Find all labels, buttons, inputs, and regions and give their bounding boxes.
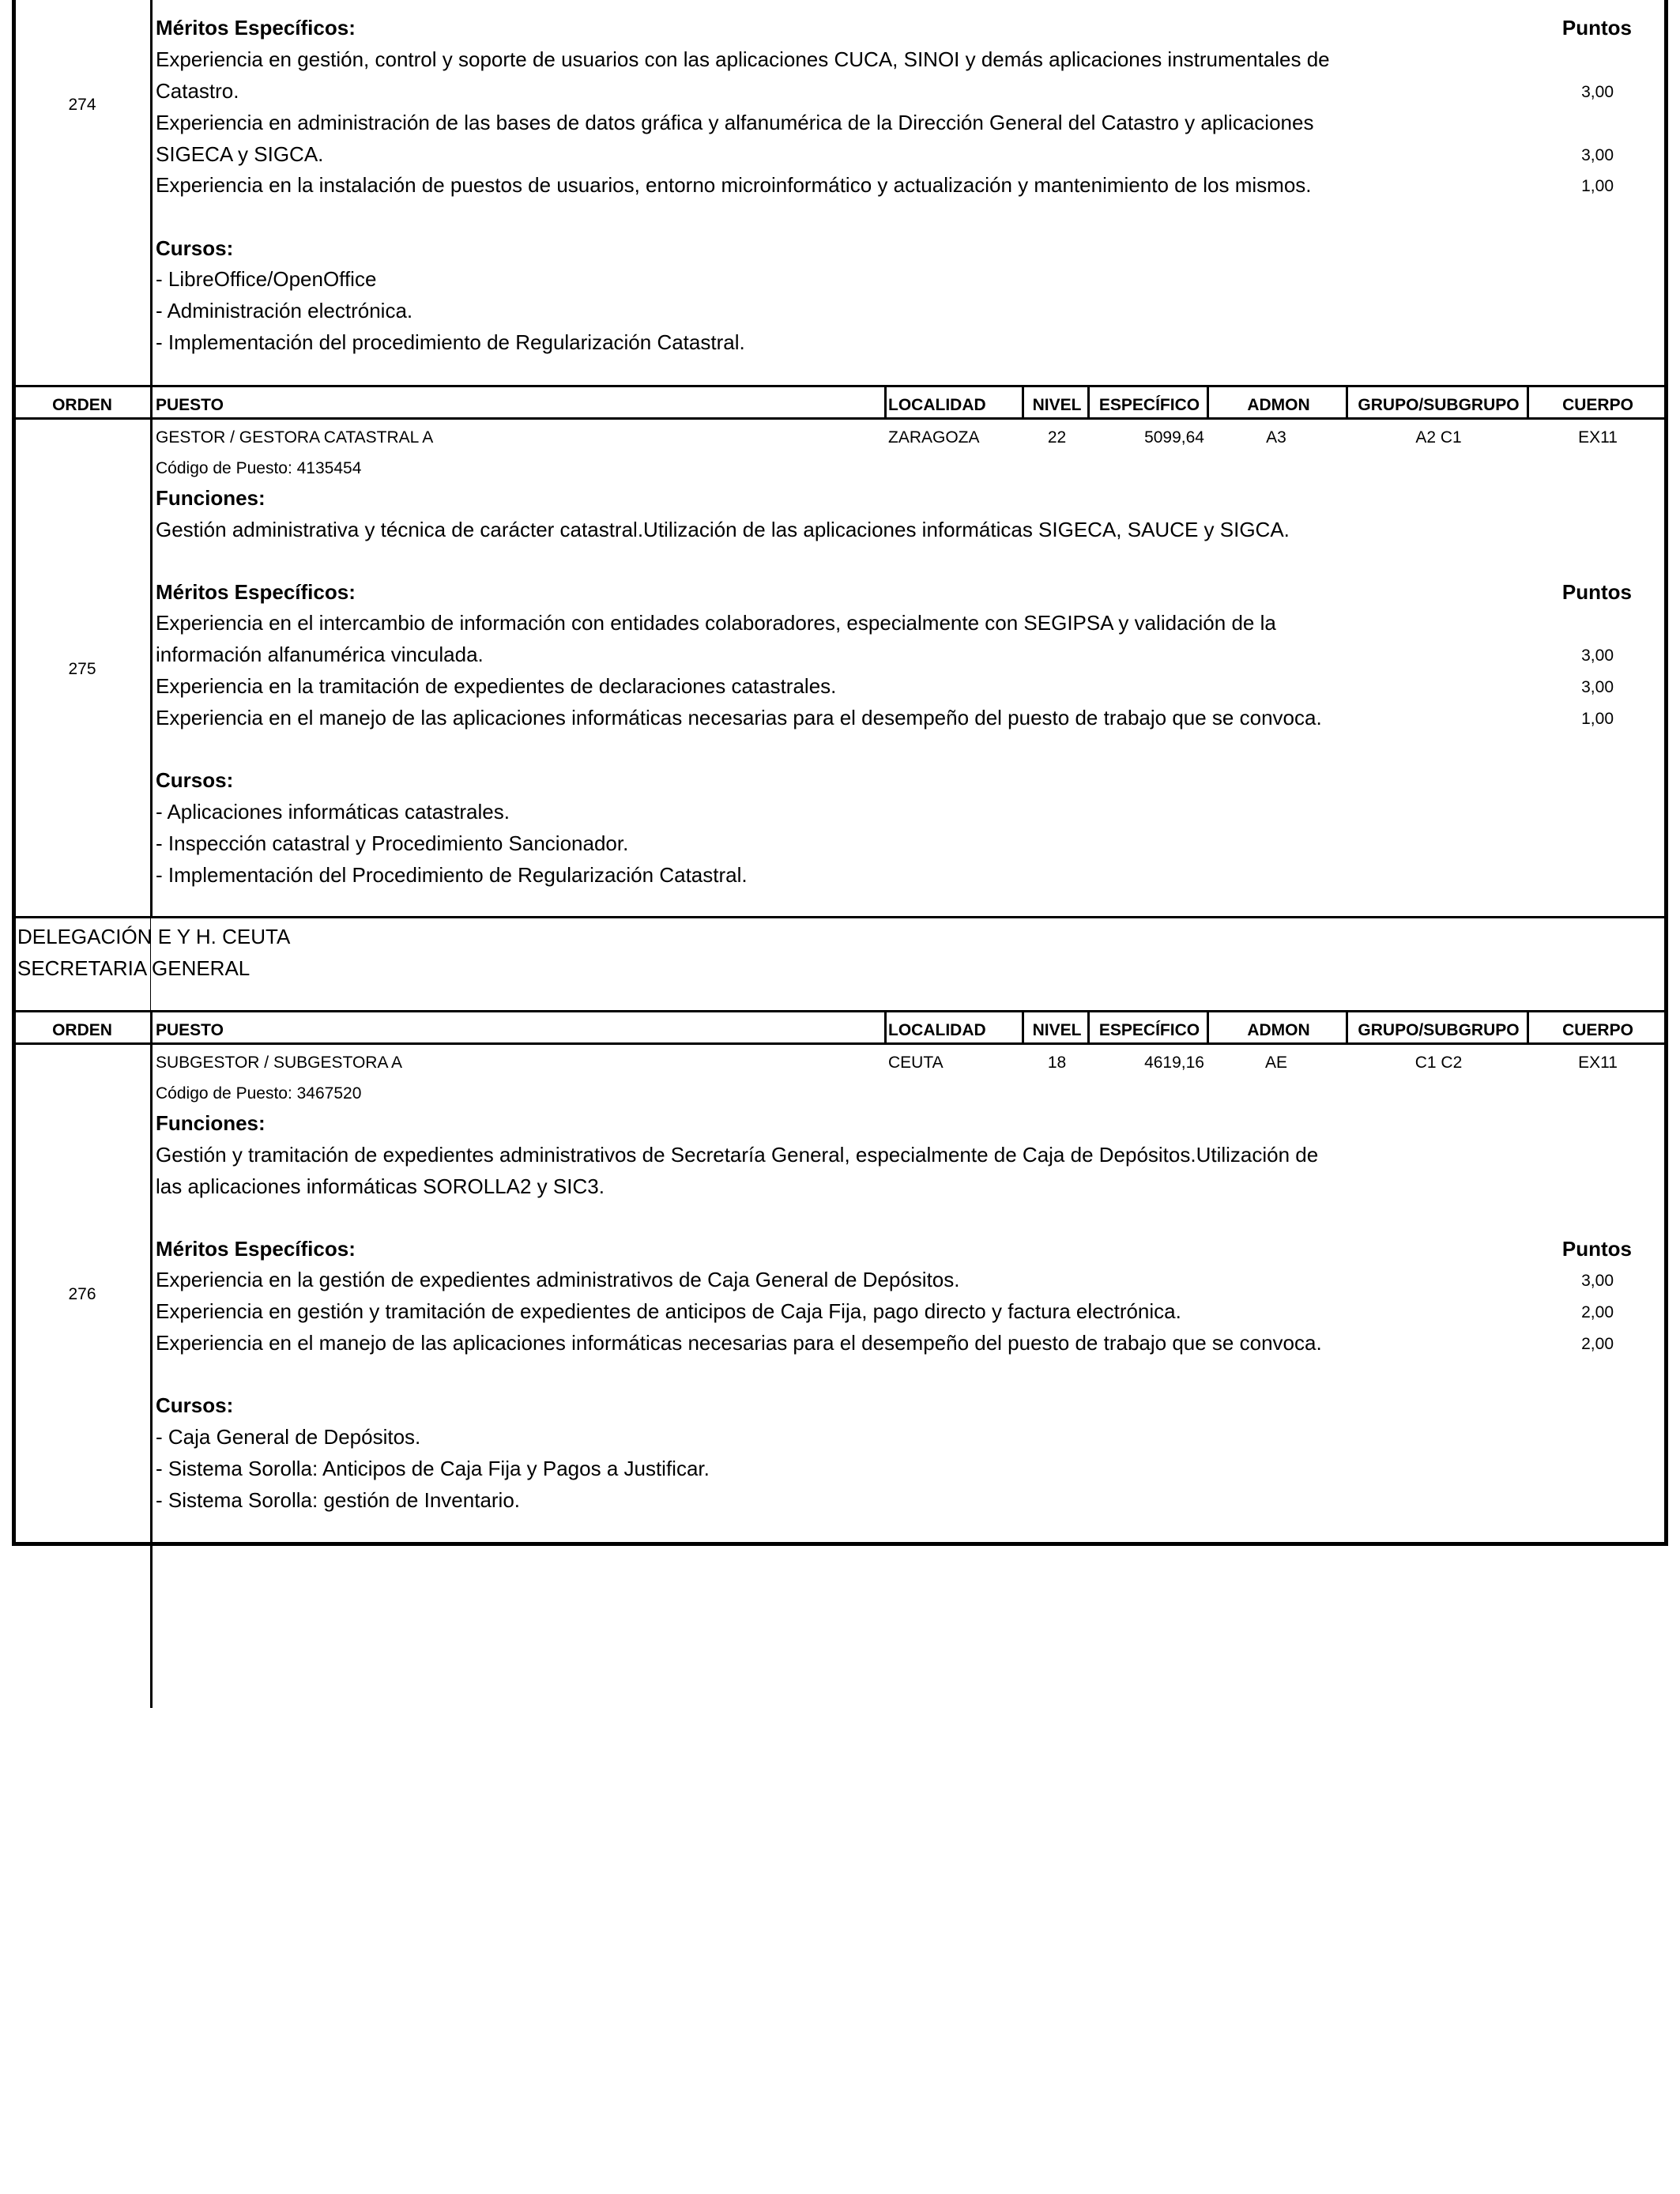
orden-cell: 274 [68,96,96,114]
curso-item: - Inspección catastral y Procedimiento Sancionador. [156,831,629,855]
merito-puntos: 2,00 [1581,1303,1614,1321]
merito-line: Experiencia en gestión, control y soporte de usuarios con las aplicaciones CUCA, SINOI y demás aplicaciones instrumentales de [156,47,1330,71]
merito-line: información alfanumérica vinculada. [156,643,484,666]
header-orden: ORDEN [52,396,112,414]
header-nivel: NIVEL [1032,396,1082,414]
merito-puntos: 2,00 [1581,1335,1614,1353]
merito-puntos: 3,00 [1581,678,1614,696]
curso-item: - Sistema Sorolla: Anticipos de Caja Fija y Pagos a Justificar. [156,1457,710,1480]
funciones-line: Gestión y tramitación de expedientes administrativos de Secretaría General, especialmente de Caja de Depósitos.Utilización de [156,1143,1319,1167]
orden-cell: 275 [68,660,96,678]
merito-puntos: 3,00 [1581,146,1614,164]
header-localidad: LOCALIDAD [888,396,986,414]
cuerpo-cell: EX11 [1578,1054,1618,1072]
codigo-puesto: Código de Puesto: 3467520 [156,1084,362,1103]
left-border [12,0,16,1546]
admon-cell: AE [1264,1054,1287,1072]
right-border [1664,0,1668,1546]
admon-cell: A3 [1266,428,1286,447]
header-orden: ORDEN [52,1021,112,1039]
section-secretaria: SECRETARIA GENERAL [17,956,250,980]
col-sep [150,386,153,1708]
localidad-cell: ZARAGOZA [888,428,980,447]
header-admon: ADMON [1247,1021,1310,1039]
funciones-line: las aplicaciones informáticas SOROLLA2 y SIC3. [156,1174,605,1198]
curso-item: - Aplicaciones informáticas catastrales. [156,800,510,824]
cursos-label: Cursos: [156,768,234,792]
header-grupo: GRUPO/SUBGRUPO [1358,1021,1520,1039]
row-sep [12,417,1668,420]
puntos-label: Puntos [1561,16,1632,40]
grupo-cell: C1 C2 [1414,1054,1463,1072]
merito-puntos: 1,00 [1581,710,1614,728]
section-delegacion: DELEGACIÓN E Y H. CEUTA [17,925,291,948]
funciones-line: Gestión administrativa y técnica de carácter catastral.Utilización de las aplicaciones informáticas SIGECA, SAUCE y SIGCA. [156,518,1290,541]
merito-line: Experiencia en el manejo de las aplicaciones informáticas necesarias para el desempeño del puesto de trabajo que se convoca. [156,706,1322,729]
merito-line: Experiencia en la tramitación de expedientes de declaraciones catastrales. [156,674,837,698]
merito-line: Experiencia en la gestión de expedientes administrativos de Caja General de Depósitos. [156,1268,960,1291]
curso-item: - Implementación del Procedimiento de Regularización Catastral. [156,863,748,887]
header-puesto: PUESTO [156,1021,224,1039]
header-cuerpo: CUERPO [1562,396,1633,414]
merito-puntos: 3,00 [1581,1272,1614,1290]
cursos-label: Cursos: [156,1393,234,1417]
row-sep [12,385,1668,387]
meritos-label: Méritos Específicos: [156,16,356,40]
puntos-label: Puntos [1561,580,1632,604]
cursos-label: Cursos: [156,236,234,260]
header-puesto: PUESTO [156,396,224,414]
header-cuerpo: CUERPO [1562,1021,1633,1039]
cuerpo-cell: EX11 [1578,428,1618,447]
merito-line: Experiencia en administración de las bases de datos gráfica y alfanumérica de la Dirección General del Catastro y aplicaciones [156,111,1314,134]
localidad-cell: CEUTA [888,1054,944,1072]
merito-puntos: 3,00 [1581,647,1614,665]
header-admon: ADMON [1247,396,1310,414]
merito-puntos: 1,00 [1581,177,1614,195]
merito-line: Experiencia en la instalación de puestos de usuarios, entorno microinformático y actualización y mantenimiento de los mismos. [156,173,1312,197]
row-sep [12,1010,1668,1012]
merito-line: Experiencia en el intercambio de información con entidades colaboradores, especialmente con SEGIPSA y validación de la [156,611,1276,635]
nivel-cell: 22 [1047,428,1067,447]
curso-item: - Implementación del procedimiento de Regularización Catastral. [156,330,745,354]
header-localidad: LOCALIDAD [888,1021,986,1039]
curso-item: - Sistema Sorolla: gestión de Inventario. [156,1488,521,1512]
curso-item: - LibreOffice/OpenOffice [156,267,377,291]
puntos-label: Puntos [1561,1237,1632,1261]
grupo-cell: A2 C1 [1415,428,1462,447]
curso-item: - Administración electrónica. [156,299,413,322]
especifico-cell: 4619,16 [1144,1054,1204,1072]
puesto-cell: GESTOR / GESTORA CATASTRAL A [156,428,434,447]
row-sep [12,916,1668,918]
bottom-border [12,1542,1668,1546]
meritos-label: Méritos Específicos: [156,1237,356,1261]
col-sep [884,386,887,419]
funciones-label: Funciones: [156,486,266,510]
puesto-cell: SUBGESTOR / SUBGESTORA A [156,1054,402,1072]
merito-line: Catastro. [156,79,239,103]
row-sep [12,1042,1668,1045]
merito-puntos: 3,00 [1581,83,1614,101]
orden-cell: 276 [68,1285,96,1303]
merito-line: Experiencia en gestión y tramitación de expedientes de anticipos de Caja Fija, pago directo y factura electrónica. [156,1299,1181,1323]
nivel-cell: 18 [1047,1054,1067,1072]
header-nivel: NIVEL [1032,1021,1082,1039]
curso-item: - Caja General de Depósitos. [156,1425,421,1449]
header-especifico: ESPECÍFICO [1098,1021,1200,1039]
especifico-cell: 5099,64 [1144,428,1204,447]
col-sep [884,1011,887,1044]
merito-line: Experiencia en el manejo de las aplicaciones informáticas necesarias para el desempeño del puesto de trabajo que se convoca. [156,1331,1322,1355]
header-grupo: GRUPO/SUBGRUPO [1358,396,1520,414]
funciones-label: Funciones: [156,1111,266,1135]
header-especifico: ESPECÍFICO [1098,396,1200,414]
col-sep-orden [150,0,153,386]
meritos-label: Méritos Específicos: [156,580,356,604]
codigo-puesto: Código de Puesto: 4135454 [156,459,362,477]
merito-line: SIGECA y SIGCA. [156,142,324,166]
